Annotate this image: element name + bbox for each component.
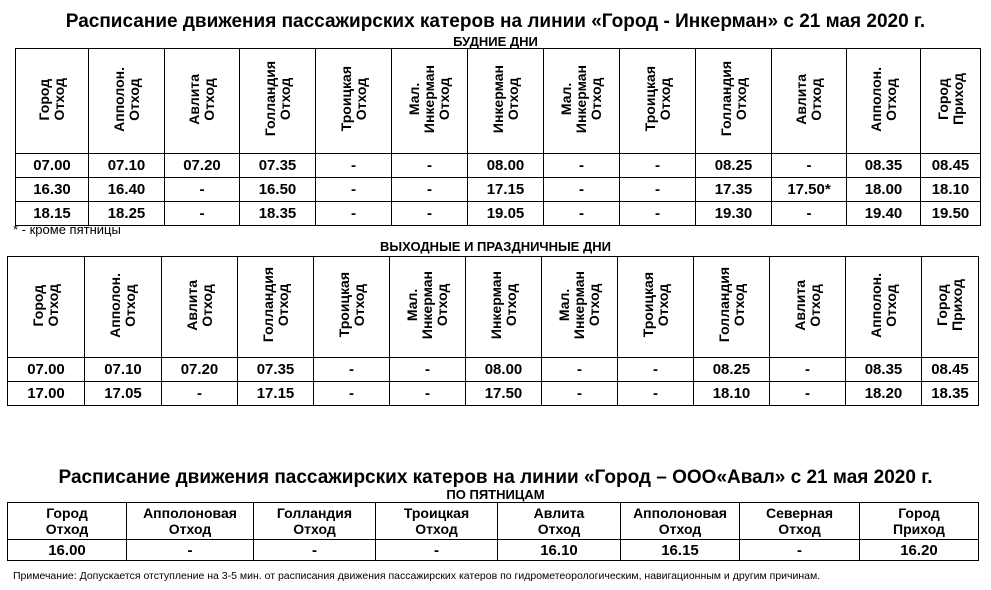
column-header [162,257,238,358]
time-cell: - [544,178,620,202]
friday-label: ПО ПЯТНИЦАМ [446,487,545,502]
time-cell: - [620,154,696,178]
column-header-label: Город Отход [36,77,67,121]
time-cell: - [542,382,618,406]
weekend-schedule-table [7,256,979,406]
time-cell: 07.20 [165,154,240,178]
time-cell: - [542,358,618,382]
weekday-label: БУДНИЕ ДНИ [453,34,538,49]
time-cell: 18.35 [922,382,979,406]
time-cell: - [254,540,376,561]
time-cell: 07.20 [162,358,238,382]
time-cell: 19.40 [847,202,921,226]
time-cell: 08.00 [466,358,542,382]
column-header [847,49,921,154]
time-cell: - [544,154,620,178]
column-header-label: Инкерман Отход [489,64,521,134]
column-header-label: Апполон. Отход [867,66,899,132]
time-cell: - [392,178,468,202]
column-header-label: Город Приход [934,73,966,125]
time-cell: - [390,358,466,382]
column-header [846,257,922,358]
time-cell: 19.30 [696,202,772,226]
column-header-label: Голландия Отход [261,61,293,137]
column-header: Голландия Отход [254,503,376,540]
time-cell: - [314,358,390,382]
time-cell: 07.00 [16,154,89,178]
time-cell: 16.30 [16,178,89,202]
time-cell: - [620,202,696,226]
time-cell: 07.35 [238,358,314,382]
time-cell: 18.20 [846,382,922,406]
time-cell: 17.50* [772,178,847,202]
time-cell: 18.00 [847,178,921,202]
column-header [240,49,316,154]
time-cell: 08.00 [468,154,544,178]
time-cell: - [165,202,240,226]
column-header [618,257,694,358]
weekend-label: ВЫХОДНЫЕ И ПРАЗДНИЧНЫЕ ДНИ [380,239,611,254]
footer-note: Примечание: Допускается отступление на 3-5 мин. от расписания движения пассажирских катеров по гидрометеорологическим, навигационным и другим причинам. [13,570,821,582]
column-header [165,49,240,154]
time-cell: 08.25 [696,154,772,178]
table-row [16,178,981,202]
column-header [16,49,89,154]
time-cell: 19.05 [468,202,544,226]
time-cell: - [620,178,696,202]
table-row [16,154,981,178]
time-cell: 17.35 [696,178,772,202]
time-cell: 16.20 [860,540,979,561]
aval-header-row [8,503,979,540]
column-header [8,257,85,358]
column-header [770,257,846,358]
time-cell: - [316,202,392,226]
time-cell: 16.00 [8,540,127,561]
time-cell: - [392,154,468,178]
time-cell: 07.35 [240,154,316,178]
time-cell: - [618,382,694,406]
table-row [16,202,981,226]
column-header [89,49,165,154]
time-cell: 17.00 [8,382,85,406]
column-header-label: Инкерман Отход [487,270,519,340]
time-cell: - [770,358,846,382]
time-cell: - [165,178,240,202]
time-cell: 08.35 [847,154,921,178]
column-header [694,257,770,358]
time-cell: 07.00 [8,358,85,382]
time-cell: 19.50 [921,202,981,226]
time-cell: 18.15 [16,202,89,226]
column-header-label: Апполон. Отход [110,66,142,132]
time-cell: 17.05 [85,382,162,406]
time-cell: 08.45 [921,154,981,178]
column-header: Апполоновая Отход [127,503,254,540]
line2-title: Расписание движения пассажирских катеров на линии «Город – ООО«Авал» с 21 мая 2020 г. [58,467,933,488]
time-cell: 16.40 [89,178,165,202]
column-header-label: Город Приход [934,279,965,331]
column-header-label: Мал. Инкерман Отход [558,64,604,134]
column-header-label: Мал. Инкерман Отход [404,270,450,340]
time-cell: 08.45 [922,358,979,382]
column-header-label: Голландия Отход [715,267,747,343]
time-cell: 08.25 [694,358,770,382]
time-cell: 16.10 [498,540,621,561]
column-header [392,49,468,154]
column-header: Город Отход [8,503,127,540]
column-header: Город Приход [860,503,979,540]
time-cell: - [770,382,846,406]
time-cell: - [316,178,392,202]
time-cell: - [162,382,238,406]
column-header: Апполоновая Отход [621,503,740,540]
time-cell: - [740,540,860,561]
time-cell: 07.10 [89,154,165,178]
time-cell: - [544,202,620,226]
weekday-footnote: * - кроме пятницы [13,222,121,237]
column-header [922,257,979,358]
column-header-label: Авлита Отход [791,279,823,331]
table-row [8,358,979,382]
column-header-label: Троицкая Отход [641,66,673,132]
weekday-schedule-table [15,48,981,226]
column-header-label: Голландия Отход [717,61,749,137]
column-header [468,49,544,154]
time-cell: 18.35 [240,202,316,226]
time-cell: - [772,154,847,178]
time-cell: - [772,202,847,226]
column-header [238,257,314,358]
time-cell: - [316,154,392,178]
table-row [8,382,979,406]
column-header [314,257,390,358]
column-header-label: Троицкая Отход [335,272,367,338]
time-cell: 08.35 [846,358,922,382]
time-cell: 18.10 [921,178,981,202]
column-header [772,49,847,154]
column-header [390,257,466,358]
time-cell: 17.15 [468,178,544,202]
time-cell: 18.10 [694,382,770,406]
column-header-label: Авлита Отход [186,73,217,125]
time-cell: 07.10 [85,358,162,382]
table-row [8,540,979,561]
time-cell: - [127,540,254,561]
time-cell: 18.25 [89,202,165,226]
column-header [466,257,542,358]
aval-schedule-table [7,502,979,561]
column-header [544,49,620,154]
column-header-label: Троицкая Отход [639,272,671,338]
time-cell: - [618,358,694,382]
column-header-label: Троицкая Отход [337,66,369,132]
column-header: Авлита Отход [498,503,621,540]
time-cell: - [390,382,466,406]
time-cell: 17.50 [466,382,542,406]
column-header: Троицкая Отход [376,503,498,540]
column-header-label: Голландия Отход [259,267,291,343]
column-header-label: Авлита Отход [183,279,215,331]
time-cell: - [392,202,468,226]
time-cell: - [314,382,390,406]
column-header-label: Апполон. Отход [107,272,138,338]
weekend-header-row [8,257,979,358]
column-header-label: Город Отход [30,283,61,327]
column-header-label: Апполон. Отход [867,272,899,338]
column-header [620,49,696,154]
weekday-header-row [16,49,981,154]
column-header [542,257,618,358]
line1-title: Расписание движения пассажирских катеров на линии «Город - Инкерман» с 21 мая 2020 г. [65,11,926,32]
time-cell: 16.50 [240,178,316,202]
time-cell: 17.15 [238,382,314,406]
column-header [85,257,162,358]
column-header-label: Авлита Отход [793,73,824,125]
column-header-label: Мал. Инкерман Отход [406,64,452,134]
column-header: Северная Отход [740,503,860,540]
time-cell: 16.15 [621,540,740,561]
column-header [921,49,981,154]
time-cell: - [376,540,498,561]
column-header [316,49,392,154]
column-header-label: Мал. Инкерман Отход [556,270,602,340]
column-header [696,49,772,154]
